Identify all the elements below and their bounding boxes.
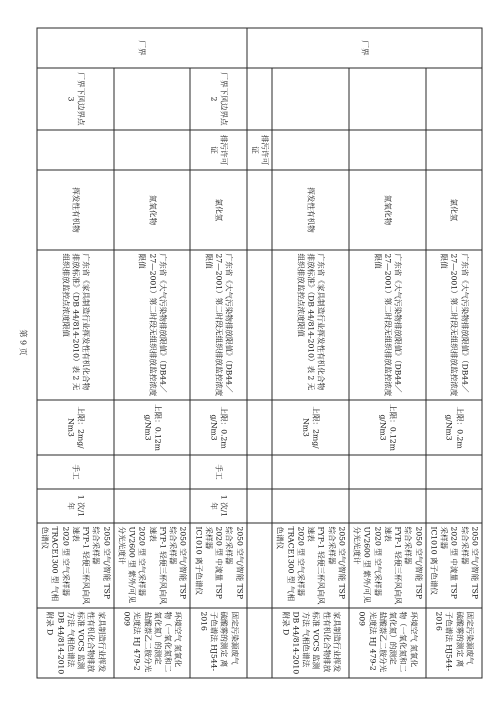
site-cell — [113, 68, 190, 130]
method-cell — [113, 455, 190, 489]
empty-cell — [425, 130, 481, 170]
table-row — [349, 28, 426, 678]
side-label: 厂界 — [246, 28, 481, 68]
table-row — [37, 28, 114, 678]
method-cell: 手工 — [190, 455, 246, 489]
analysis-cell: 固定污染源废气 硫酸雾的测定 离子色谱法 HJ544-2016 — [190, 608, 246, 678]
table-row — [190, 28, 246, 678]
analysis-cell: 固定污染源废气 硫酸雾的测定 离子色谱法 HJ544-2016 — [425, 608, 481, 678]
empty-cell — [246, 400, 272, 455]
standard-cell: 广东省《家具制造行业挥发性有机化合物排放标准》（DB 44/814-2010）表 2 无组织排放监控点浓度限值 — [272, 250, 349, 400]
analysis-cell: 环境空气 氮氧化物（一氧化氮和二氧化氮）的测定 盐酸萘乙二胺分光光度法 HJ 479-2009 — [113, 608, 190, 678]
instruments-cell: 2050 空气/智能 TSP 综合采样器 2020 型 中流量 TSP 采样器 IC1010 离子色谱仪 — [190, 523, 246, 608]
instruments-cell: 2050 空气/智能 TSP 综合采样器 FYP-1 轻便三杯风向风速表 2020 型 空气采样器 TRACE1300 型 气相色谱仪 — [272, 523, 349, 608]
method-cell — [349, 455, 426, 489]
permit-cell: 排污许可证 — [246, 130, 272, 170]
empty-cell — [246, 608, 272, 678]
method-cell: 手工 — [37, 455, 114, 489]
empty-cell — [246, 250, 272, 400]
empty-cell — [246, 170, 272, 250]
standard-cell: 广东省《家具制造行业挥发性有机化合物排放标准》（DB 44/814-2010）表 2 无组织排放监控点浓度限值 — [37, 250, 114, 400]
standard-cell: 广东省《大气污染物排放限值》（DB44／27—2001）第二时段无组织排放监控浓度限值 — [425, 250, 481, 400]
empty-cell — [246, 523, 272, 608]
empty-cell — [113, 130, 190, 170]
analysis-cell: 环境空气 氮氧化物（一氧化氮和二氧化氮）的测定 盐酸萘乙二胺分光光度法 HJ 479-2009 — [349, 608, 426, 678]
site-cell: 厂界下风边界点 2 — [190, 68, 246, 130]
frequency-cell — [272, 489, 349, 523]
permit-cell: 排污许可证 — [190, 130, 246, 170]
empty-cell — [37, 130, 114, 170]
method-cell — [425, 455, 481, 489]
table-row — [113, 28, 190, 678]
empty-cell — [246, 489, 272, 523]
limit-cell: 上限：2mg/Nm3 — [37, 400, 114, 455]
analysis-cell: 家具制造行业挥发性有机化合物排放标准 VOCS 监测方法 气相色谱法 DB 44/814-2010 附录 D — [272, 608, 349, 678]
side-label: 厂界 — [37, 28, 247, 68]
frequency-cell — [349, 489, 426, 523]
empty-cell — [272, 130, 349, 170]
standard-cell: 广东省《大气污染物排放限值》（DB44／27—2001）第二时段无组织排放监控浓度限值 — [349, 250, 426, 400]
frequency-cell — [425, 489, 481, 523]
pollutant-cell: 挥发性有机物 — [272, 170, 349, 250]
site-cell: 厂界下风边界点 3 — [37, 68, 114, 130]
analysis-cell: 家具制造行业挥发性有机化合物排放标准 VOCS 监测方法 气相色谱法 DB 44/814-2010 附录 D — [37, 608, 114, 678]
empty-cell — [246, 455, 272, 489]
standard-cell: 广东省《大气污染物排放限值》（DB44／27—2001）第二时段无组织排放监控浓度限值 — [113, 250, 190, 400]
limit-cell: 上限：2mg/Nm3 — [272, 400, 349, 455]
instruments-cell: 2050 空气/智能 TSP 综合采样器 FYP-1 轻便三杯风向风速表 2020 型 空气采样器 UV2600 型 紫外/可见分光光度计 — [113, 523, 190, 608]
instruments-cell: 2050 空气/智能 TSP 综合采样器 FYP-1 轻便三杯风向风速表 2020 型 空气采样器 UV2600 型 紫外/可见分光光度计 — [349, 523, 426, 608]
instruments-cell: 2050 空气/智能 TSP 综合采样器 2020 型 中流量 TSP 采样器 IC1010 离子色谱仪 — [425, 523, 481, 608]
table-row — [272, 28, 349, 678]
standard-cell: 广东省《大气污染物排放限值》（DB44／27—2001）第二时段无组织排放监控浓度限值 — [190, 250, 246, 400]
empty-cell — [349, 130, 426, 170]
limit-cell: 上限：0.12mg/Nm3 — [113, 400, 190, 455]
instruments-cell: 2050 空气/智能 TSP 综合采样器 FYP-1 轻便三杯风向风速表 2020 型 空气采样器 TRACE1300 型 气相色谱仪 — [37, 523, 114, 608]
site-cell — [272, 68, 349, 130]
monitoring-table — [36, 28, 482, 679]
page-number: 第 9 页 — [18, 329, 27, 356]
pollutant-cell: 氮氧化物 — [113, 170, 190, 250]
table-row — [246, 28, 272, 678]
table-row — [425, 28, 481, 678]
empty-cell — [246, 68, 272, 130]
limit-cell: 上限：0.2mg/Nm3 — [190, 400, 246, 455]
pollutant-cell: 挥发性有机物 — [37, 170, 114, 250]
pollutant-cell: 氯化氢 — [425, 170, 481, 250]
frequency-cell: 1 次/1 年 — [190, 489, 246, 523]
site-cell — [349, 68, 426, 130]
limit-cell: 上限：0.2mg/Nm3 — [425, 400, 481, 455]
frequency-cell: 1 次/1 年 — [37, 489, 114, 523]
frequency-cell — [113, 489, 190, 523]
pollutant-cell: 氯化氢 — [190, 170, 246, 250]
method-cell — [272, 455, 349, 489]
pollutant-cell: 氮氧化物 — [349, 170, 426, 250]
limit-cell: 上限：0.12mg/Nm3 — [349, 400, 426, 455]
site-cell — [425, 68, 481, 130]
